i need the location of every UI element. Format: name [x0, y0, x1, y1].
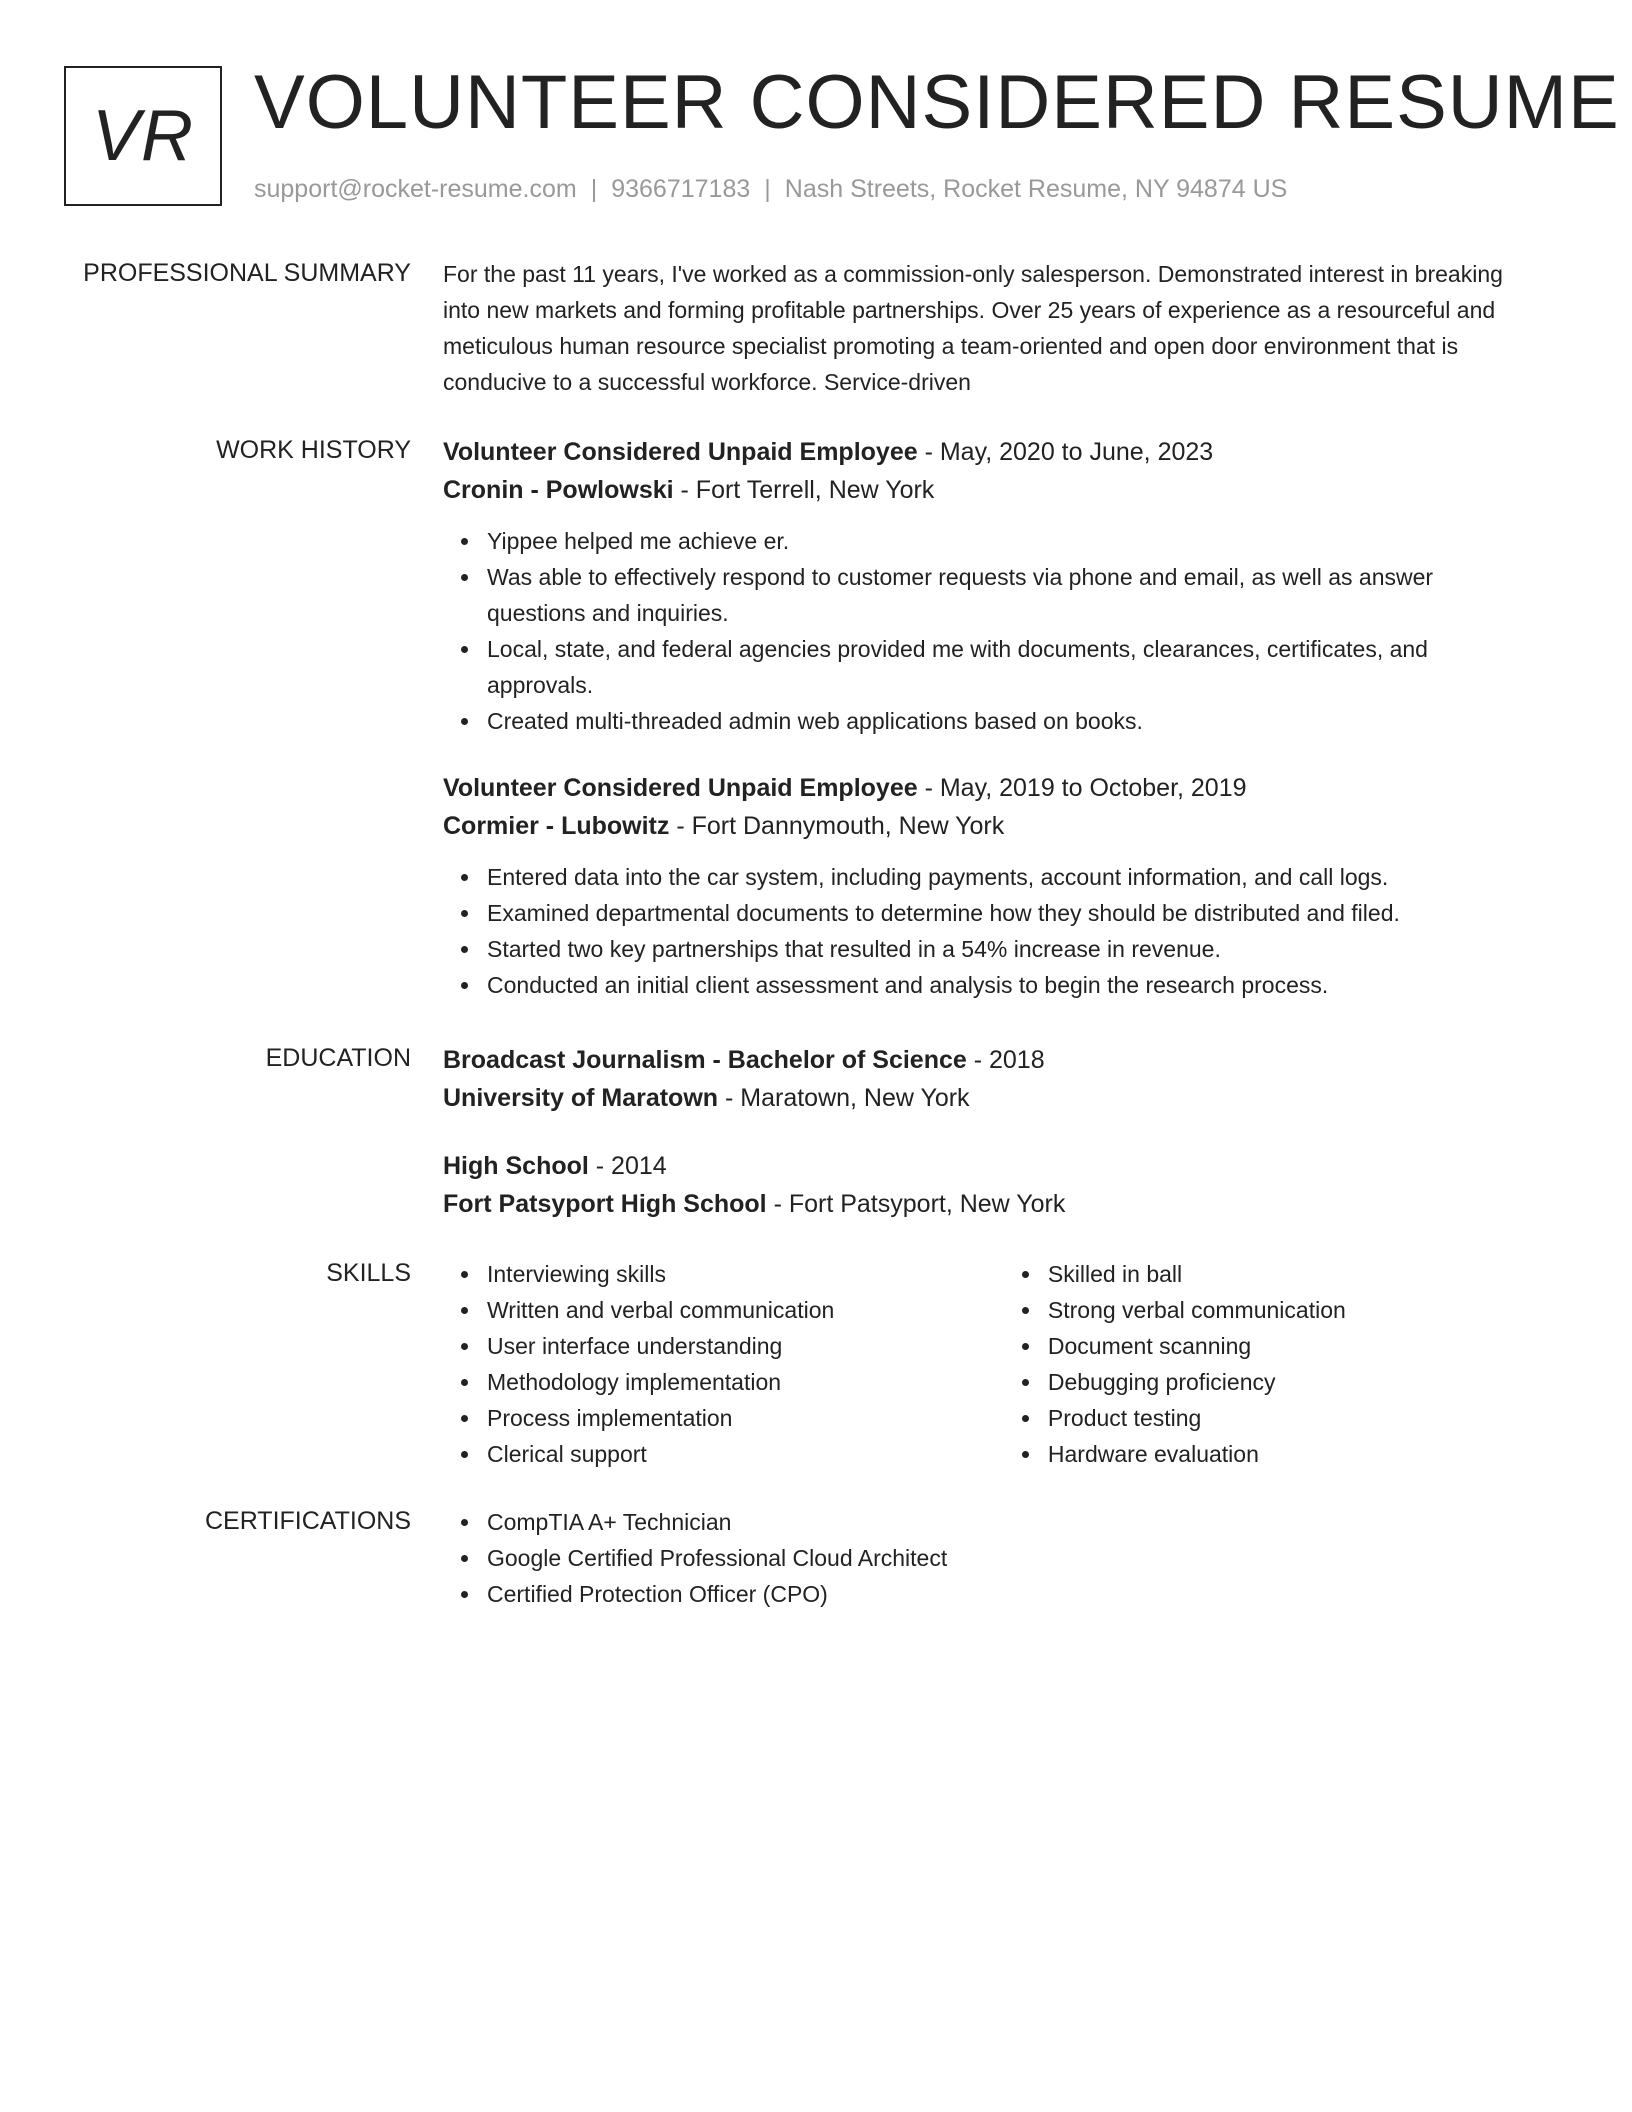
degree-year: - 2014: [588, 1152, 667, 1180]
skills-label: SKILLS: [326, 1259, 411, 1287]
summary-body: [443, 256, 1523, 400]
job-entry: [443, 433, 1523, 739]
contact-separator: |: [590, 175, 598, 203]
list-item: Debugging proficiency: [1048, 1364, 1523, 1400]
work-history-label: WORK HISTORY: [216, 436, 411, 464]
list-item: Methodology implementation: [487, 1364, 1004, 1400]
certifications-body: [443, 1504, 1523, 1612]
list-item: Yippee helped me achieve er.: [487, 523, 1523, 559]
list-item: User interface understanding: [487, 1328, 1004, 1364]
school: University of Maratown: [443, 1084, 719, 1112]
job-dates: - May, 2019 to October, 2019: [917, 774, 1247, 802]
list-item: Hardware evaluation: [1048, 1436, 1523, 1472]
education-entry: [443, 1041, 1523, 1117]
job-location: - Fort Terrell, New York: [673, 476, 935, 504]
list-item: Google Certified Professional Cloud Architect: [487, 1540, 1523, 1576]
job-title-line: [443, 433, 1523, 471]
list-item: Product testing: [1048, 1400, 1523, 1436]
degree: High School: [443, 1152, 589, 1180]
list-item: Document scanning: [1048, 1328, 1523, 1364]
resume-name: VOLUNTEER CONSIDERED RESUME: [254, 60, 1620, 145]
degree: Broadcast Journalism - Bachelor of Science: [443, 1046, 967, 1074]
job-company: Cronin - Powlowski: [443, 476, 674, 504]
list-item: CompTIA A+ Technician: [487, 1504, 1523, 1540]
school-location: - Maratown, New York: [718, 1084, 970, 1112]
list-item: Clerical support: [487, 1436, 1004, 1472]
contact-email: support@rocket-resume.com: [254, 175, 577, 203]
list-item: Was able to effectively respond to customer requests via phone and email, as well as answer questions and inquiries.: [487, 559, 1523, 631]
school-line: [443, 1185, 1523, 1223]
job-dates: - May, 2020 to June, 2023: [917, 438, 1214, 466]
list-item: Entered data into the car system, including payments, account information, and call logs.: [487, 859, 1523, 895]
job-company-line: [443, 471, 1523, 509]
school-line: [443, 1079, 1523, 1117]
degree-line: [443, 1147, 1523, 1185]
work-history-body: [443, 433, 1523, 1003]
school: Fort Patsyport High School: [443, 1190, 767, 1218]
list-item: Started two key partnerships that resulted in a 54% increase in revenue.: [487, 931, 1523, 967]
certifications-list: [443, 1504, 1523, 1612]
job-title: Volunteer Considered Unpaid Employee: [443, 774, 918, 802]
list-item: Created multi-threaded admin web applications based on books.: [487, 703, 1523, 739]
job-title-line: [443, 769, 1523, 807]
education-body: [443, 1041, 1523, 1223]
job-company: Cormier - Lubowitz: [443, 812, 670, 840]
certifications-label: CERTIFICATIONS: [204, 1507, 411, 1535]
list-item: Conducted an initial client assessment and analysis to begin the research process.: [487, 967, 1523, 1003]
job-title: Volunteer Considered Unpaid Employee: [443, 438, 918, 466]
list-item: Local, state, and federal agencies provided me with documents, clearances, certificates, and approvals.: [487, 631, 1523, 703]
contact-line: [254, 172, 1287, 206]
list-item: Interviewing skills: [487, 1256, 1004, 1292]
degree-line: [443, 1041, 1523, 1079]
list-item: Certified Protection Officer (CPO): [487, 1576, 1523, 1612]
list-item: Written and verbal communication: [487, 1292, 1004, 1328]
education-label: EDUCATION: [265, 1044, 411, 1072]
contact-separator: |: [764, 175, 771, 203]
education-entry: [443, 1147, 1523, 1223]
job-company-line: [443, 807, 1523, 845]
skills-list-right: [1004, 1256, 1523, 1472]
contact-phone: 9366717183: [611, 175, 751, 203]
degree-year: - 2018: [966, 1046, 1045, 1074]
skills-columns: [443, 1256, 1523, 1472]
contact-address: Nash Streets, Rocket Resume, NY 94874 US: [784, 175, 1288, 203]
monogram-badge: VR: [64, 66, 222, 206]
job-bullets: [443, 523, 1523, 739]
job-location: - Fort Dannymouth, New York: [669, 812, 1005, 840]
list-item: Examined departmental documents to determine how they should be distributed and filed.: [487, 895, 1523, 931]
job-entry: [443, 769, 1523, 1003]
summary-label: PROFESSIONAL SUMMARY: [83, 259, 411, 287]
summary-text: For the past 11 years, I've worked as a commission-only salesperson. Demonstrated interest in breaking into new markets and forming profitable partnerships. Over 25 years of experience as a resourceful and meticulous human resource specialist promoting a team-oriented and open door environment that is conducive to a successful workforce. Service-driven: [443, 261, 1503, 395]
list-item: Strong verbal communication: [1048, 1292, 1523, 1328]
job-bullets: [443, 859, 1523, 1003]
skills-list-left: [443, 1256, 1004, 1472]
list-item: Process implementation: [487, 1400, 1004, 1436]
school-location: - Fort Patsyport, New York: [766, 1190, 1066, 1218]
list-item: Skilled in ball: [1048, 1256, 1523, 1292]
skills-body: [443, 1256, 1523, 1472]
